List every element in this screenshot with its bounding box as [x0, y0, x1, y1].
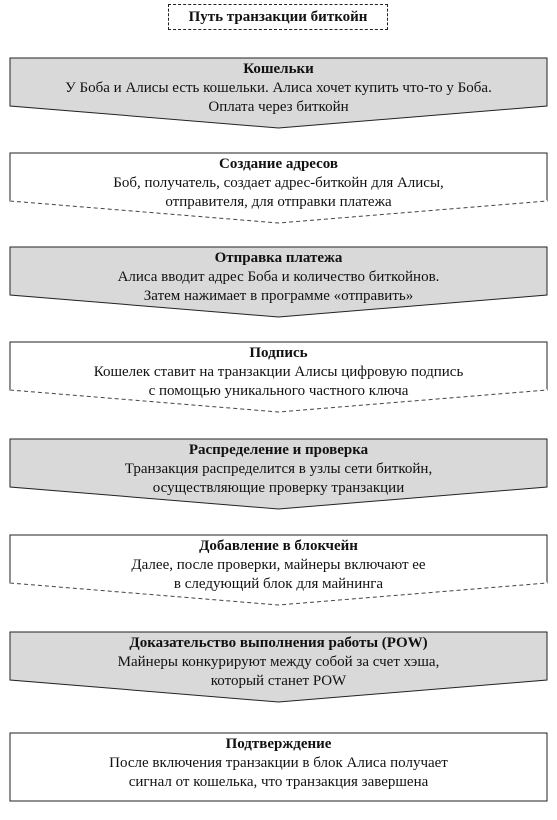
step-line: Затем нажимает в программе «отправить»: [143, 288, 414, 304]
diagram-title: Путь транзакции биткойн: [168, 4, 388, 30]
step-3: [10, 249, 547, 306]
step-6: [10, 537, 547, 594]
step-line: Оплата через биткойн: [208, 99, 349, 115]
step-line: с помощью уникального частного ключа: [148, 383, 409, 399]
step-heading: Доказательство выполнения работы (POW): [129, 635, 428, 651]
step-line: в следующий блок для майнинга: [173, 576, 384, 592]
step-heading: Подтверждение: [225, 736, 332, 752]
step-heading: Подпись: [249, 345, 308, 361]
step-heading: Отправка платежа: [214, 250, 343, 266]
step-heading: Добавление в блокчейн: [199, 538, 358, 554]
step-5: [10, 441, 547, 498]
step-line: отправителя, для отправки платежа: [165, 194, 392, 210]
step-line: Боб, получатель, создает адрес-биткойн для Алисы,: [113, 175, 444, 191]
step-line: У Боба и Алисы есть кошельки. Алиса хочет купить что-то у Боба.: [65, 80, 492, 96]
step-line: Алиса вводит адрес Боба и количество биткойнов.: [117, 269, 440, 285]
step-line: сигнал от кошелька, что транзакция завершена: [128, 774, 429, 790]
step-line: Транзакция распределится в узлы сети биткойн,: [124, 461, 433, 477]
step-2: [10, 155, 547, 212]
step-line: осуществляющие проверку транзакции: [152, 480, 405, 496]
step-8: [10, 735, 547, 792]
step-4: [10, 344, 547, 401]
step-heading: Распределение и проверка: [188, 442, 369, 458]
step-heading: Создание адресов: [218, 156, 339, 172]
step-line: Майнеры конкурируют между собой за счет хэша,: [117, 654, 440, 670]
step-line: который станет POW: [210, 673, 347, 689]
step-7: [10, 634, 547, 691]
step-line: Далее, после проверки, майнеры включают ее: [131, 557, 426, 573]
step-line: Кошелек ставит на транзакции Алисы цифровую подпись: [93, 364, 464, 380]
step-heading: Кошельки: [243, 61, 314, 77]
step-line: После включения транзакции в блок Алиса получает: [109, 755, 448, 771]
step-1: [10, 60, 547, 117]
